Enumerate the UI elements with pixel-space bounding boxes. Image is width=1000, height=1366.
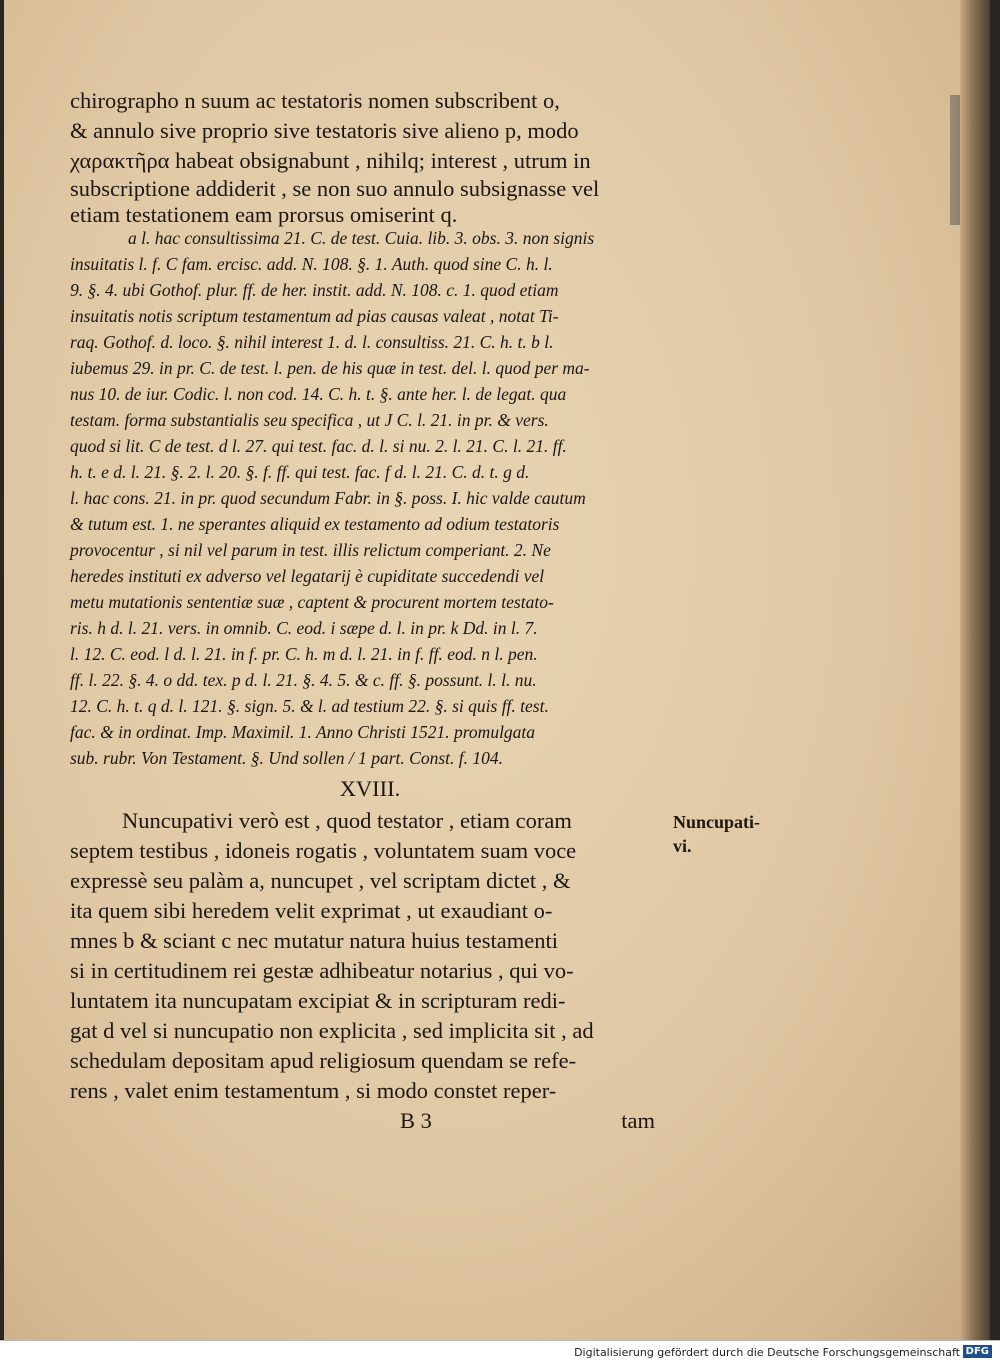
section-heading: XVIII.	[339, 776, 401, 801]
body-line-5: mnes b & sciant c nec mutatur natura huius testamenti	[70, 928, 558, 953]
main-line-2: & annulo sive proprio sive testatoris sive alieno p, modo	[70, 118, 579, 143]
body-line-8: gat d vel si nuncupatio non explicita , sed implicita sit , ad	[70, 1018, 594, 1043]
footnote-line-5: raq. Gothof. d. loco. §. nihil interest 1. d. l. consultiss. 21. C. h. t. b l.	[70, 332, 554, 352]
body-line-6: si in certitudinem rei gestæ adhibeatur notarius , qui vo-	[70, 958, 574, 983]
main-line-3: χαρακτῆρα habeat obsignabunt , nihilq; interest , utrum in	[70, 148, 591, 173]
margin-note-line-1: Nuncupati-	[673, 812, 761, 832]
main-line-5: etiam testationem eam prorsus omiserint q.	[70, 202, 458, 227]
main-line-4: subscriptione addiderit , se non suo annulo subsignasse vel	[70, 176, 600, 201]
footnote-line-1: a l. hac consultissima 21. C. de test. Cuia. lib. 3. obs. 3. non signis	[128, 228, 595, 248]
footnote-line-16: ris. h d. l. 21. vers. in omnib. C. eod. i sæpe d. l. in pr. k Dd. in l. 7.	[70, 618, 538, 638]
footnote-line-17: l. 12. C. eod. l d. l. 21. in f. pr. C. h. m d. l. 21. in f. ff. eod. n l. pen.	[70, 644, 538, 664]
footnote-line-11: l. hac cons. 21. in pr. quod secundum Fabr. in §. poss. I. hic valde cautum	[70, 488, 586, 508]
footnote-line-9: quod si lit. C de test. d l. 27. qui test. fac. d. l. si nu. 2. l. 21. C. l. 21. ff.	[70, 436, 567, 456]
footnote-line-13: provocentur , si nil vel parum in test. illis relictum comperiant. 2. Ne	[70, 540, 551, 560]
footnote-line-21: sub. rubr. Von Testament. §. Und sollen / 1 part. Const. f. 104.	[70, 748, 504, 768]
footnote-line-19: 12. C. h. t. q d. l. 121. §. sign. 5. & l. ad testium 22. §. si quis ff. test.	[70, 696, 549, 716]
footnote-line-18: ff. l. 22. §. 4. o dd. tex. p d. l. 21. §. 4. 5. & c. ff. §. possunt. l. l. nu.	[70, 670, 537, 690]
body-line-10: rens , valet enim testamentum , si modo constet reper-	[70, 1078, 557, 1103]
body-line-1: Nuncupativi verò est , quod testator , etiam coram	[122, 808, 572, 833]
footnote-line-8: testam. forma substantialis seu specifica , ut J C. l. 21. in pr. & vers.	[70, 410, 549, 430]
footer-credit: Digitalisierung gefördert durch die Deutsche Forschungsgemeinschaft	[574, 1346, 960, 1359]
main-line-1: chirographo n suum ac testatoris nomen subscribent o,	[70, 88, 560, 113]
footnote-line-3: 9. §. 4. ubi Gothof. plur. ff. de her. instit. add. N. 108. c. 1. quod etiam	[70, 280, 559, 300]
body-line-7: luntatem ita nuncupatam excipiat & in scripturam redi-	[70, 988, 566, 1013]
footnote-line-15: metu mutationis sententiæ suæ , captent & procurent mortem testato-	[70, 592, 554, 612]
footnote-line-14: heredes instituti ex adverso vel legatarij è cupiditate succedendi vel	[70, 566, 545, 586]
margin-note-line-2: vi.	[673, 836, 692, 856]
body-line-4: ita quem sibi heredem velit exprimat , ut exaudiant o-	[70, 898, 553, 923]
footnote-line-10: h. t. e d. l. 21. §. 2. l. 20. §. f. ff. qui test. fac. f d. l. 21. C. d. t. g d.	[70, 462, 530, 482]
footnote-line-20: fac. & in ordinat. Imp. Maximil. 1. Anno Christi 1521. promulgata	[70, 722, 536, 742]
footnote-line-6: iubemus 29. in pr. C. de test. l. pen. de his quæ in test. del. l. quod per ma-	[70, 358, 590, 378]
footer-bar	[0, 1340, 1000, 1366]
dfg-logo: DFG	[963, 1345, 992, 1358]
catchword: tam	[621, 1108, 655, 1133]
body-line-3: expressè seu palàm a, nuncupet , vel scriptam dictet , &	[70, 868, 571, 893]
page-edge-shadow	[960, 0, 990, 1340]
footnote-line-2: insuitatis l. f. C fam. ercisc. add. N. 108. §. 1. Auth. quod sine C. h. l.	[70, 254, 553, 274]
footnote-line-7: nus 10. de iur. Codic. l. non cod. 14. C. h. t. §. ante her. l. de legat. qua	[70, 384, 567, 404]
footnote-line-12: & tutum est. 1. ne sperantes aliquid ex testamento ad odium testatoris	[70, 514, 560, 534]
body-line-9: schedulam depositam apud religiosum quendam se refe-	[70, 1048, 577, 1073]
body-line-2: septem testibus , idoneis rogatis , voluntatem suam voce	[70, 838, 577, 863]
footnote-line-4: insuitatis notis scriptum testamentum ad pias causas valeat , notat Ti-	[70, 306, 559, 326]
signature-mark: B 3	[400, 1108, 432, 1133]
